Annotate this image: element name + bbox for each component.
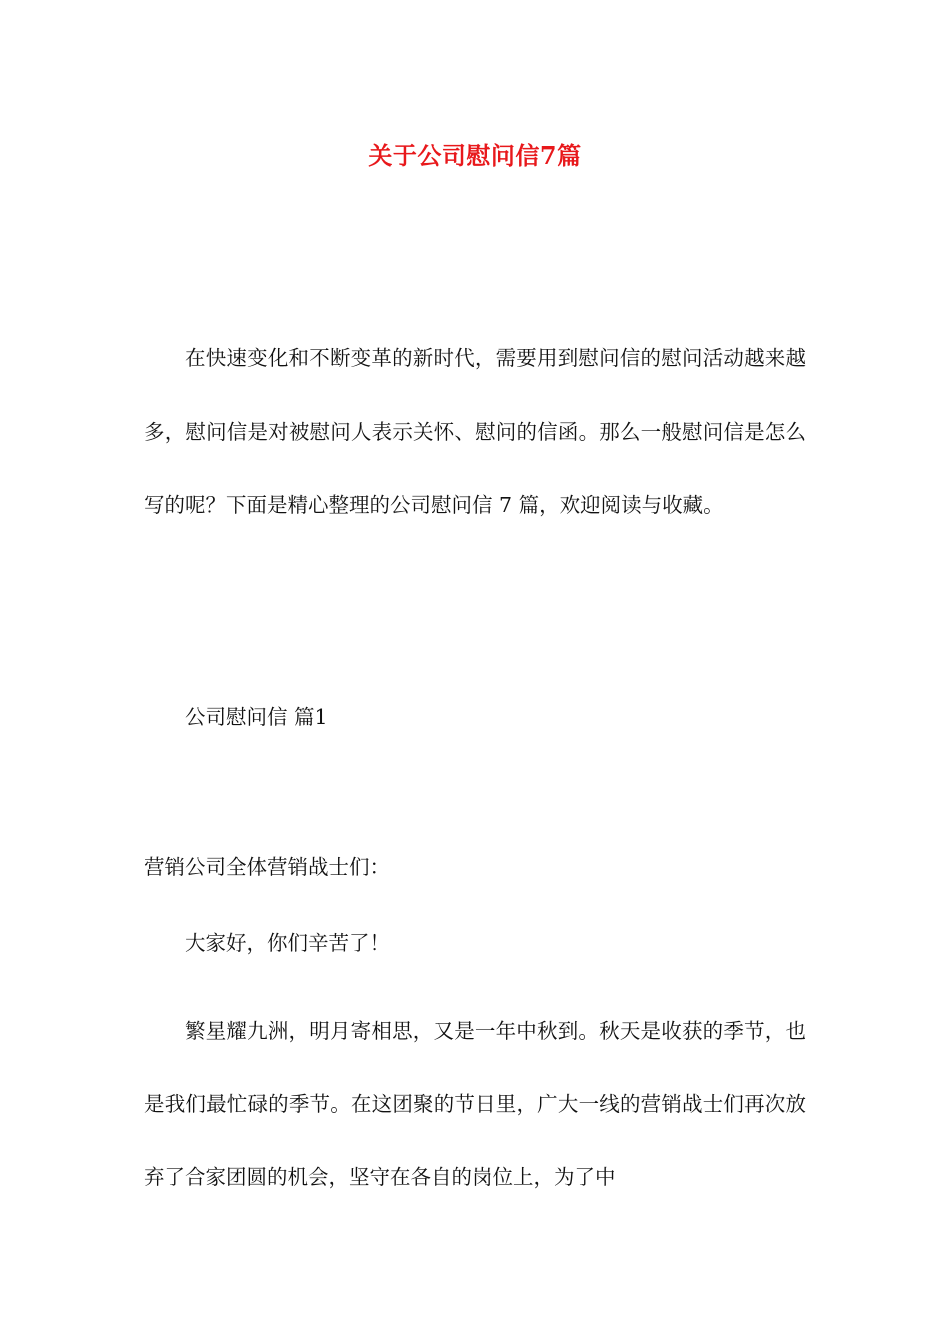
letter-greeting: 大家好，你们辛苦了！ — [185, 931, 390, 955]
letter-body-paragraph: 繁星耀九洲，明月寄相思，又是一年中秋到。秋天是收获的季节，也是我们最忙碌的季节。在这团聚的节日里，广大一线的营销战士们再次放弃了合家团圆的机会，坚守在各自的岗位上，为了中 — [144, 1019, 806, 1189]
section-heading: 公司慰问信 篇1 — [185, 705, 328, 729]
document-title: 关于公司慰问信7篇 — [368, 141, 582, 170]
letter-salutation: 营销公司全体营销战士们： — [144, 855, 390, 879]
intro-paragraph: 在快速变化和不断变革的新时代，需要用到慰问信的慰问活动越来越多，慰问信是对被慰问人表示关怀、慰问的信函。那么一般慰问信是怎么写的呢？下面是精心整理的公司慰问信 7 篇，欢迎阅读与收藏。 — [144, 346, 806, 517]
